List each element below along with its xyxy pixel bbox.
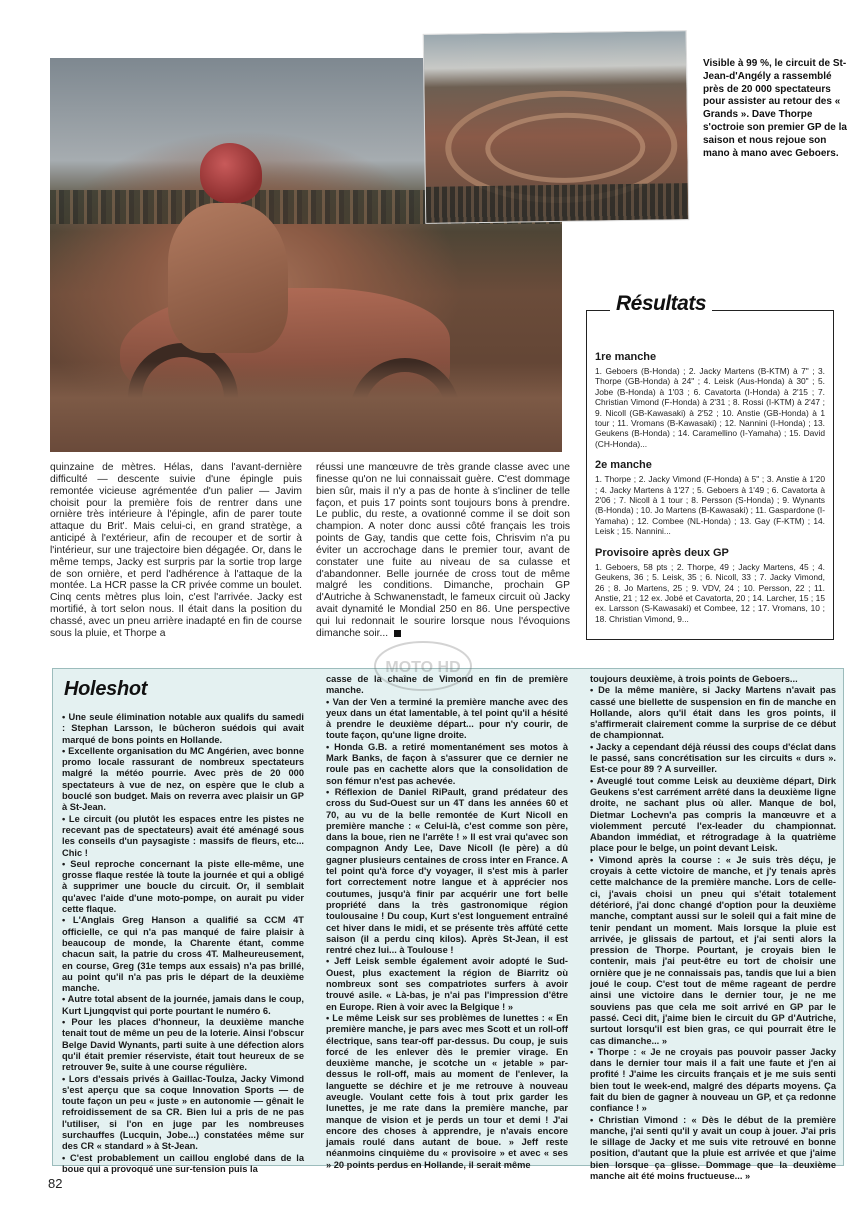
holeshot-title: Holeshot (64, 678, 148, 700)
results-heading-manche-1: 1re manche (595, 351, 657, 363)
article-column-2-text: réussi une manœuvre de très grande classe avec une finesse qu'on ne lui connaissait guère. C'est dommage bien sûr, mais il n'y a pas de honte à s'incliner de telle façon, et puis 17 points sont toujours bons à prendre. Le public, du reste, a ovationné comme il se doit son champion. A noter donc aussi côté français les trois points de Gay, tandis que cette fois, Chrisvim n'a pu éviter un accrochage dans le premier tour, avant de constater une fuite au niveau de sa culasse et d'abandonner. Belle journée de cross tout de même malgré les conditions. Dimanche, prochain GP d'Autriche à Schwanenstadt, le fameux circuit où Jacky avait dynamité le Mondial 250 en 86. Une perspective qui lui redonnait le sourire lorsque nous l'évoquions dimanche soir... (316, 462, 570, 639)
holeshot-item: • Pour les places d'honneur, la deuxième manche tenait tout de même un peu de la loterie. Ainsi l'obscur Belge David Wynants, parti suite à une défection alors qu'il était premier réserviste, était tout heureux de se retrouver 9e, suite à une course régulière. (62, 1017, 304, 1073)
holeshot-item: • Excellente organisation du MC Angérien, avec bonne promo locale rassurant de nombreux spectateurs malgré la météo pourrie. Avec près de 20 000 spectateurs à vue de nez, on espère que le club a bouclé son budget. Mais on reverra avec plaisir un GP à St-Jean. (62, 745, 304, 813)
watermark-logo (368, 636, 478, 696)
holeshot-item: • L'Anglais Greg Hanson a qualifié sa CCM 4T officielle, ce qui n'a pas manqué de faire plaisir à beaucoup de monde, la Charente étant, comme chacun sait, la patrie du cross 4T. Malheureusement, en course, Greg (31e temps aux essais) n'a pas brillé, au point qu'il n'a pas pris le départ de la deuxième manche. (62, 915, 304, 994)
holeshot-item: • De la même manière, si Jacky Martens n'avait pas cassé une biellette de suspension en fin de manche en Hollande, alors qu'il était dans les gros points, il s'affirmerait clairement comme la surprise de ce début de championnat. (590, 685, 836, 741)
photo-rider (168, 203, 288, 353)
results-text-manche-2: 1. Thorpe ; 2. Jacky Vimond (F-Honda) à 5" ; 3. Anstie à 1'20 ; 4. Jacky Martens à 1'27 ; 5. Geboers à 1'49 ; 6. Cavatorta à 2'06 ; 7. Nicoll à 1 tour ; 8. Persson (S-Honda) ; 9. Wynants (B-Honda) ; 10. Jo Martens (B-Kawasaki) ; 11. Gaspardone (I-Yamaha) ; 12. Combee (NL-Honda) ; 13. Gay (F-KTM) ; 14. Leisk ; 15. Nannini... (595, 474, 825, 537)
photo-spectators (426, 183, 688, 223)
holeshot-column-3 (590, 674, 836, 1182)
article-column-1: quinzaine de mètres. Hélas, dans l'avant-dernière difficulté — descente suivie d'une épingle puis remontée vicieuse agrémentée d'un palier — Javim choisit pour la première fois de rentrer dans une ornière très intérieure à l'épingle, afin de parer toute attaque du Brit'. Mais celui-ci, en grand stratège, a anticipé à l'extérieur, afin de recouper et de sortir à l'intérieur, sur une trajectoire bien dégagée. Or, dans le même temps, Jacky est surpris par la sortie trop large de son ornière, et perd l'adhérence à l'attaque de la montée. La HCR passe la CR privée comme un boulet. Cinq cents mètres plus loin, c'est l'arrivée. Jacky est mortifié, à tort selon nous. Il était dans la position du chassé, avec un pneu arrière inadapté en fin de course sous la pluie, et Thorpe a (50, 462, 302, 639)
holeshot-column-2 (326, 674, 568, 1171)
results-heading-standings: Provisoire après deux GP (595, 546, 729, 559)
article-column-2 (316, 462, 570, 640)
watermark-text: MOTO HD (385, 659, 461, 676)
results-title: Résultats (610, 292, 712, 316)
holeshot-column-1 (62, 712, 304, 1175)
photo-caption: Visible à 99 %, le circuit de St-Jean-d'Angély a rassemblé près de 20 000 spectateurs pour assister au retour des « Grands ». Dave Thorpe s'octroie son premier GP de la saison et nous rejoue son mano à mano avec Geboers. (703, 58, 847, 159)
holeshot-item: • Réflexion de Daniel RiPault, grand prédateur des cross du Sud-Ouest sur un 4T dans les années 60 et 70, au vu de la belle remontée de Kurt Nicoll en première manche : « Celui-là, c'est comme son père, dans la boue, rien ne l'arrête ! » Il est vrai qu'avec son compagnon Andy Lee, Dave Nicoll (le père) a dû gagner plusieurs centaines de cross inter en France. A tel point qu'à force d'y voyager, il s'est mis à parler fort correctement notre langue et à apprécier nos coutumes, jusqu'à finir par acquérir une fort belle propriété dans la très gastronomique région toulousaine ! Du coup, Kurt s'est longuement entraîné cet hiver dans le midi, et se présente très affûté cette saison (il a perdu cinq kilos). Après St-Jean, il est rentré chez lui... à Toulouse ! (326, 786, 568, 956)
photo-rider-helmet (200, 143, 262, 203)
page-number: 82 (48, 1176, 63, 1191)
holeshot-item: • Van der Ven a terminé la première manche avec des yeux dans un état lamentable, à tel point qu'il a hésité à prendre le deuxième départ... pour n'y courir, de toute façon, qu'une ligne droite. (326, 696, 568, 741)
holeshot-item: toujours deuxième, à trois points de Geboers... (590, 674, 798, 684)
results-content (595, 351, 825, 634)
holeshot-item: • Une seule élimination notable aux qualifs du samedi : Stephan Larsson, le bûcheron suédois qui avait marqué de bons points en Hollande. (62, 712, 304, 745)
holeshot-item: • Aveuglé tout comme Leisk au deuxième départ, Dirk Geukens s'est carrément arrêté dans la deuxième ligne droite, ne sachant plus où aller. Manque de bol, Dietmar Lochevn'a pas compris la manœuvre et a violemment percuté l'ex-leader du championnat. Abandon immédiat, et rétrogradage à la quatrième place pour le belge, un point devant Leisk. (590, 775, 836, 854)
results-box (586, 310, 834, 640)
aerial-circuit-photo (423, 30, 690, 224)
photo-mud (50, 362, 562, 452)
holeshot-item: • Le même Leisk sur ses problèmes de lunettes : « En première manche, je pars avec mes Scott et un roll-off électrique, sans tear-off par-dessus. Du coup, je suis forcé de les enlever dès le premier virage. En deuxième manche, je scotche un « jetable » par-dessus le roll-off, mais au moment de l'enlever, la languette se déchire et je me retrouve à nouveau aveugle. Voulant cette fois à tout prix garder les lunettes, je me rate dans la première manche, par manque de vision et je perds un tour et demi ! J'ai encore des choses à apprendre, je n'avais encore jamais roulé dans autant de boue. » Jeff reste néanmoins cinquième du « provisoire » et avec « ses » 20 points perdus en Hollande, il serait même (326, 1012, 568, 1170)
holeshot-item: • Le circuit (ou plutôt les espaces entre les pistes ne recevant pas de spectateurs) avait été aménagé sous les conseils d'un paysagiste : massifs de fleurs, etc... Chic ! (62, 813, 304, 858)
holeshot-item: • Honda G.B. a retiré momentanément ses motos à Mark Banks, de façon à s'assurer que ce dernier ne roule pas en cachette alors que la consolidation de son fémur n'est pas achevée. (326, 741, 568, 786)
holeshot-item: • Jeff Leisk semble également avoir adopté le Sud-Ouest, plus exactement la région de Biarritz où nombreux sont ses compatriotes surfers à avoir trouvé asile. « Là-bas, je n'ai pas l'impression d'être en Europe. Rien à voir avec la Belgique ! » (326, 956, 568, 1012)
holeshot-item: • Christian Vimond : « Dès le début de la première manche, j'ai senti qu'il y avait un coup à jouer. J'ai pris le sillage de Jacky et me suis vite retrouvé en bonne position, d'autant que la pluie est arrivée et que j'aime bien lorsque ça glisse. Dommage que la deuxième manche ait été moins fructueuse... » (590, 1114, 836, 1182)
holeshot-item: • Vimond après la course : « Je suis très déçu, je croyais à cette victoire de manche, et j'y tenais après cette malchance de la première manche. Lors de celle-ci, j'avais choisi un pneu qui s'était totalement détérioré, j'ai donc changé d'option pour la deuxième manche, comptant aussi sur le soleil qui a fait mine de tenir pendant un moment. Mais lorsque la pluie est arrivée, je glissais de partout, et j'ai senti alors la pression de Thorpe. Pourtant, je croyais bien le contenir, mais j'ai peut-être eu tort de choisir une ornière que je ne connaissais pas, tandis que lui a bien joué le coup. C'est tout de même rageant de perdre ainsi une victoire dans le dernier tour, je ne me souviens pas que cela me soit arrivé en GP par le passé. Ceci dit, j'aime bien le circuit du GP d'Autriche, surtout lorsqu'il est bien gras, ce qui pourrait être le cas dimanche... » (590, 854, 836, 1046)
holeshot-item: • Seul reproche concernant la piste elle-même, une grosse flaque restée là toute la journée et qui a obligé à supprimer une boucle du circuit. Or, il semblait qu'avec l'aide d'une moto-pompe, on aurait pu vider cette flaque. (62, 858, 304, 915)
holeshot-item: • Jacky a cependant déjà réussi des coups d'éclat dans le passé, sans concrétisation sur les circuits « durs ». Est-ce pour 89 ? A surveiller. (590, 741, 836, 775)
holeshot-item: • Thorpe : « Je ne croyais pas pouvoir passer Jacky dans le dernier tour mais il a fait une faute et j'en ai profité ! J'aime les circuits français et je me suis senti bien tout le week-end, malgré des départs moyens. Ça fait du bien de gagner à nouveau un GP, et ça redonne confiance ! » (590, 1046, 836, 1114)
holeshot-item: • Autre total absent de la journée, jamais dans le coup, Kurt Ljungqvist qui porte pourtant le numéro 6. (62, 994, 304, 1016)
holeshot-item: • C'est probablement un caillou englobé dans de la boue qui a provoqué une sur-tension puis la (62, 1152, 304, 1174)
holeshot-item: • Lors d'essais privés à Gaillac-Toulza, Jacky Vimond s'est aperçu que sa coque Innovation Sports — de toute façon un peu « juste » en autonomie — gênait le refroidissement de sa CR. Bien lui a pris de ne pas l'utiliser, si l'on en juge par les nombreuses surchauffes (Lucquin, Jobe...) constatées même sur des CR « standard » à St-Jean. (62, 1073, 304, 1152)
results-text-standings: 1. Geboers, 58 pts ; 2. Thorpe, 49 ; Jacky Martens, 45 ; 4. Geukens, 36 ; 5. Leisk, 35 ; 6. Nicoll, 33 ; 7. Jacky Vimond, 26 ; 8. Jo Martens, 25 ; 9. VDV, 24 ; 10. Persson, 22 ; 11. Anstie, 21 ; 12 ex. Jobé et Cavatorta, 20 ; 14. Larcher, 15 ; 15 ex. Larsson (S-Kawasaki) et Combee, 12 ; 17. Vromans, 10 ; 18. Christian Vimond, 9... (595, 561, 825, 624)
holeshot-item: casse de la chaîne de Vimond en fin de première manche. (326, 674, 568, 696)
results-text-manche-1: 1. Geboers (B-Honda) ; 2. Jacky Martens (B-KTM) à 7" ; 3. Thorpe (GB-Honda) à 24" ; 4. Leisk (Aus-Honda) à 30" ; 5. Jobe (B-Honda) à 1'03 ; 6. Cavatorta (I-Honda) à 2'15 ; 7. Christian Vimond (F-Honda) à 2'31 ; 8. Rossi (I-KTM) à 2'47 ; 9. Nicoll (GB-Kawasaki) à 2'52 ; 10. Anstie (GB-Honda) à 1 tour ; 11. Vromans (B-Kawasaki) ; 12. Nannini (I-Honda) ; 13. Geukens (B-Honda) ; 14. Caramellino (I-Yamaha) ; 15. David (CH-Honda)... (595, 366, 825, 449)
results-heading-manche-2: 2e manche (595, 459, 652, 472)
